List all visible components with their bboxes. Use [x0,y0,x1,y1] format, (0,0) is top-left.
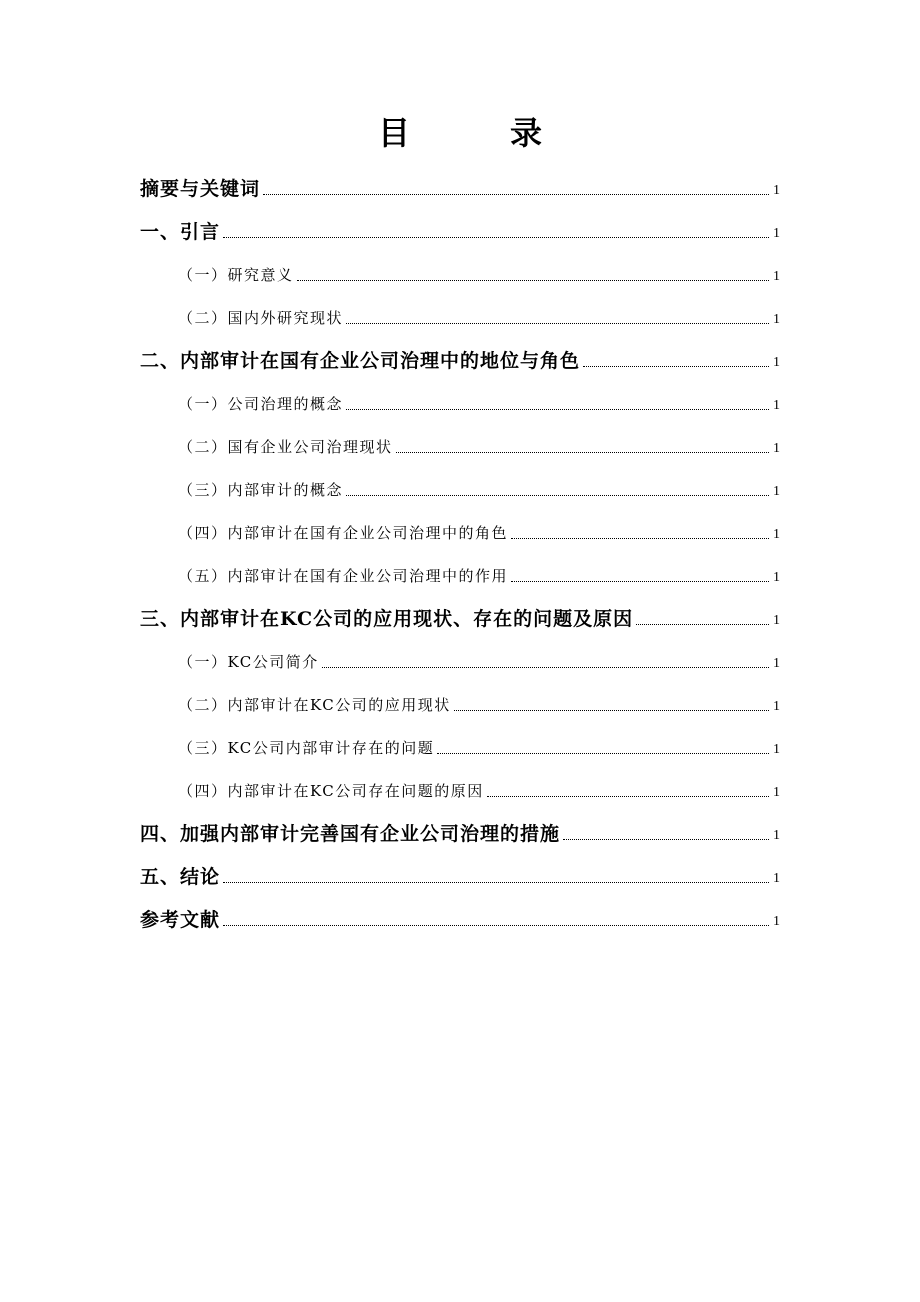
toc-entry-text: （五）内部审计在国有企业公司治理中的作用 [178,567,509,585]
dot-leader [511,538,769,539]
toc-page-number: 1 [773,699,780,714]
toc-entry-text: （三）KC公司内部审计存在的问题 [178,739,435,757]
toc-page-number: 1 [773,785,780,800]
toc-entry-text: （二）国内外研究现状 [178,309,344,327]
toc-page-number: 1 [773,656,780,671]
toc-page-number: 1 [773,570,780,585]
dot-leader [583,366,769,367]
toc-entry-text: 一、引言 [140,221,221,243]
toc-entry-text: （一）KC公司简介 [178,653,319,671]
dot-leader [636,624,769,625]
dot-leader [563,839,769,840]
toc-entry-text: （一）研究意义 [178,266,294,284]
toc-subentry[interactable] [140,420,780,463]
toc-entry-text: （四）内部审计在国有企业公司治理中的角色 [178,524,509,542]
toc-entry[interactable] [140,850,780,893]
toc-page-number: 1 [773,871,780,886]
toc-entry-text: （二）国有企业公司治理现状 [178,438,393,456]
toc-page-number: 1 [773,914,780,929]
toc-entry[interactable] [140,893,780,936]
toc-entry-text: （四）内部审计在KC公司存在问题的原因 [178,782,484,800]
dot-leader [511,581,769,582]
dot-leader [396,452,769,453]
toc-entry[interactable] [140,162,780,205]
toc-subentry[interactable] [140,377,780,420]
dot-leader [223,925,769,926]
dot-leader [346,323,769,324]
toc-subentry[interactable] [140,248,780,291]
toc-entry-text: 五、结论 [140,866,221,888]
toc-page-number: 1 [773,398,780,413]
toc-entry-text: （三）内部审计的概念 [178,481,344,499]
toc-subentry[interactable] [140,463,780,506]
toc-page-number: 1 [773,355,780,370]
toc-subentry[interactable] [140,549,780,592]
toc-page-number: 1 [773,527,780,542]
toc-subentry[interactable] [140,678,780,721]
toc-page-number: 1 [773,828,780,843]
toc-subentry[interactable] [140,635,780,678]
dot-leader [223,882,769,883]
dot-leader [223,237,769,238]
dot-leader [297,280,769,281]
toc-entry-text: （一）公司治理的概念 [178,395,344,413]
toc-page-number: 1 [773,226,780,241]
toc-entry-text: 二、内部审计在国有企业公司治理中的地位与角色 [140,350,581,372]
dot-leader [322,667,769,668]
dot-leader [346,409,769,410]
table-of-contents [140,162,780,936]
toc-entry-text: 参考文献 [140,909,221,931]
toc-page-number: 1 [773,269,780,284]
dot-leader [263,194,769,195]
toc-page-number: 1 [773,742,780,757]
dot-leader [437,753,769,754]
page-title: 目 录 [377,114,576,152]
toc-entry[interactable] [140,592,780,635]
toc-page-number: 1 [773,183,780,198]
toc-page-number: 1 [773,613,780,628]
toc-page-number: 1 [773,484,780,499]
toc-entry-text: 摘要与关键词 [140,178,261,200]
toc-entry-text: （二）内部审计在KC公司的应用现状 [178,696,451,714]
toc-subentry[interactable] [140,721,780,764]
dot-leader [454,710,769,711]
dot-leader [346,495,769,496]
toc-subentry[interactable] [140,764,780,807]
dot-leader [487,796,769,797]
toc-entry-text: 三、内部审计在KC公司的应用现状、存在的问题及原因 [140,608,634,630]
toc-entry[interactable] [140,334,780,377]
toc-entry[interactable] [140,205,780,248]
toc-subentry[interactable] [140,291,780,334]
toc-page-number: 1 [773,441,780,456]
toc-entry[interactable] [140,807,780,850]
toc-page-number: 1 [773,312,780,327]
toc-entry-text: 四、加强内部审计完善国有企业公司治理的措施 [140,823,561,845]
toc-subentry[interactable] [140,506,780,549]
